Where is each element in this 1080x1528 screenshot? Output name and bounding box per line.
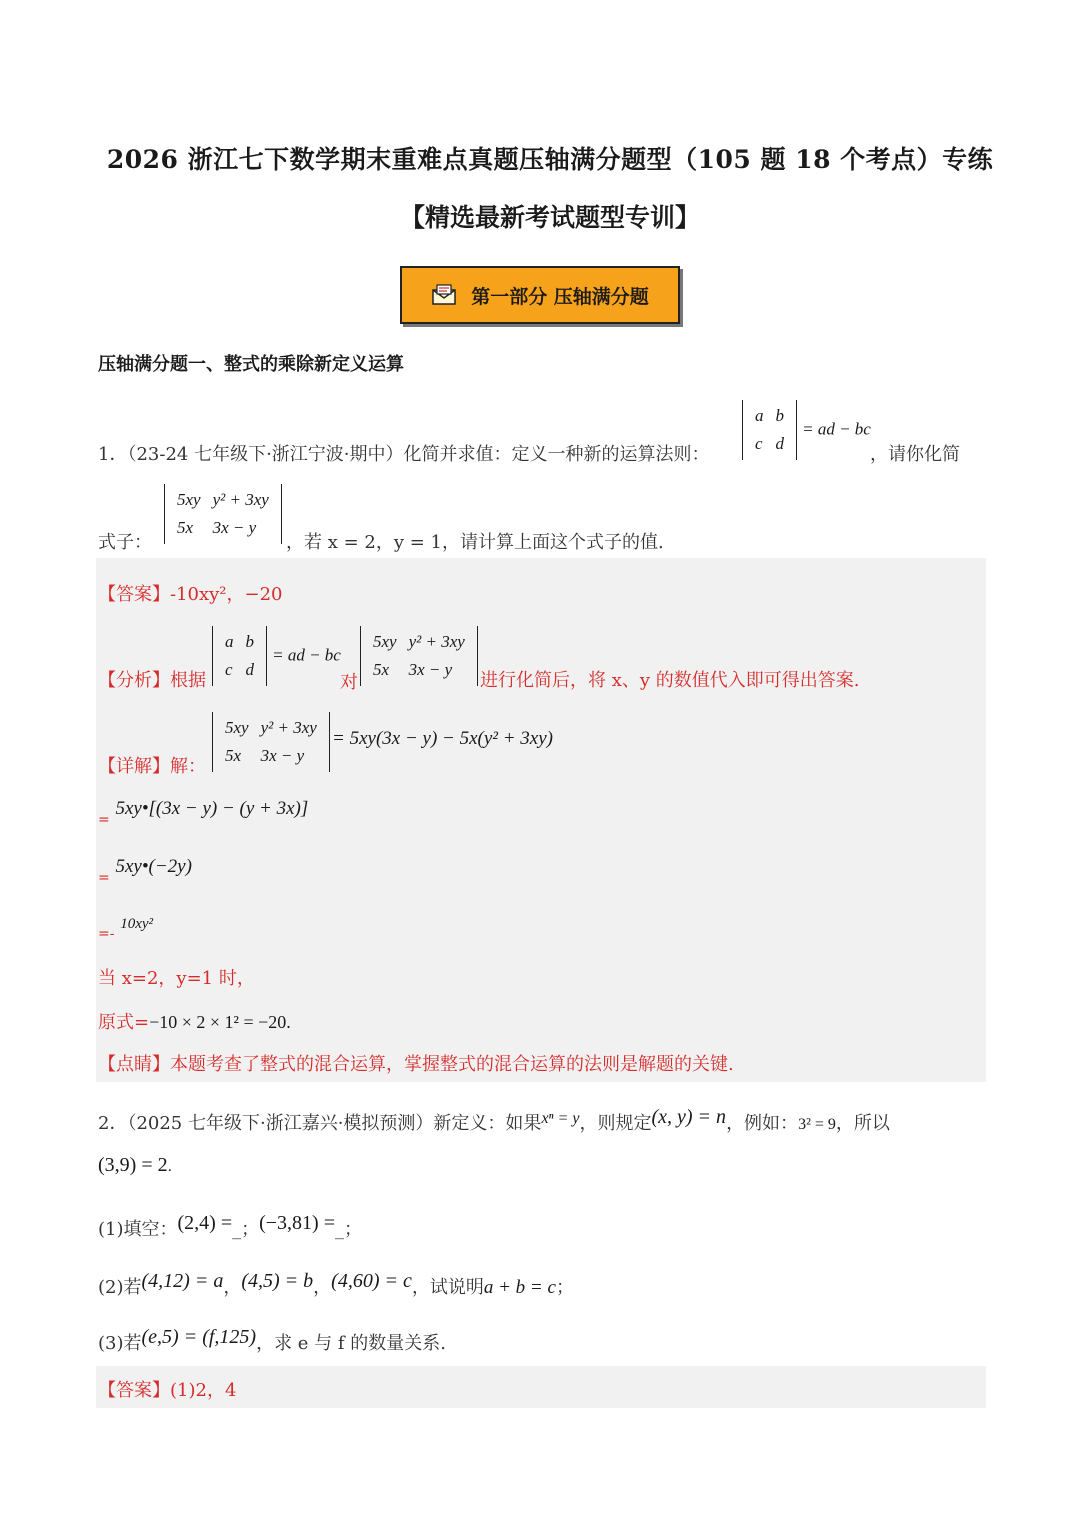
answer-tag: 【答案】	[98, 1380, 170, 1401]
det-b: b	[775, 406, 784, 425]
q2-part-3	[98, 1326, 446, 1355]
step-1	[98, 798, 308, 828]
det-a: 5xy	[177, 490, 201, 509]
orig-value: −10 × 2 × 1² = −20	[149, 1012, 287, 1032]
det-d: 3x − y	[408, 660, 453, 679]
p2-label: (2)若	[98, 1277, 142, 1298]
det-d: 3x − y	[212, 518, 257, 537]
section-banner	[400, 266, 680, 324]
step-3	[98, 912, 153, 942]
equals-sign: =	[98, 926, 110, 942]
p2-expr: a + b = c	[483, 1277, 556, 1298]
q1-condition: ，若 x = 2，y = 1，请计算上面这个式子的值.	[286, 532, 664, 553]
p2-expr-a: (4,12) = a	[141, 1270, 224, 1292]
step-3-expr: 10xy²	[120, 916, 154, 932]
q2-expr-2: (x, y) = n	[651, 1106, 727, 1128]
det-d: d	[245, 660, 254, 679]
when-line: 当 x=2，y=1 时，	[98, 968, 255, 989]
q2-intro-d: ，所以	[835, 1113, 890, 1134]
p2-expr-b: (4,5) = b	[241, 1270, 314, 1292]
answer-tag: 【答案】	[98, 584, 170, 605]
q1-mid: ，请你化简	[870, 444, 960, 465]
envelope-icon	[431, 284, 457, 306]
orig-label: 原式=	[98, 1012, 150, 1033]
p3-label: (3)若	[98, 1333, 142, 1354]
p1-expr-b: (−3,81) =	[259, 1212, 335, 1234]
det-d: 3x − y	[260, 746, 305, 765]
analysis-rule-det	[212, 626, 341, 686]
p2-end: 试说明	[429, 1277, 484, 1298]
analysis-end: 进行化简后，将 x、y 的数值代入即可得出答案.	[480, 670, 860, 691]
p1-expr-a: (2,4) =	[177, 1212, 233, 1234]
original-line	[98, 1008, 291, 1034]
det-c: 5x	[225, 746, 242, 765]
blank: _	[335, 1219, 344, 1240]
p2-expr-c: (4,60) = c	[331, 1270, 412, 1292]
q2-part-1	[98, 1212, 362, 1241]
separator: ；	[344, 1219, 362, 1240]
rule-rhs: = ad − bc	[802, 419, 871, 439]
det-b: y² + 3xy	[408, 632, 465, 651]
q2-part-2: (2)若(4,12) = a，(4,5) = b，(4,60) = c，试说明a + b = c；	[98, 1270, 574, 1298]
page-subtitle: 【精选最新考试题型专训】	[399, 203, 700, 232]
det-c: c	[225, 660, 233, 679]
q1-expr-label: 式子：	[98, 532, 152, 553]
det-a: 5xy	[373, 632, 397, 651]
q2-intro-b: ，则规定	[579, 1113, 652, 1134]
det-b: y² + 3xy	[260, 718, 317, 737]
analysis-tag: 【分析】根据	[98, 670, 206, 691]
q2-expr-1: xⁿ = y	[541, 1110, 580, 1127]
detail-tag: 【详解】解：	[98, 756, 206, 777]
detail-expr-det	[212, 712, 330, 772]
detail-rhs: = 5xy(3x − y) − 5x(y² + 3xy)	[332, 728, 554, 749]
rule-rhs: = ad − bc	[272, 645, 341, 665]
separator: ；	[241, 1219, 260, 1240]
analysis-mid: 对	[340, 672, 358, 693]
banner-label: 第一部分 压轴满分题	[471, 285, 649, 308]
q2-expr-3: 3² = 9	[798, 1116, 836, 1133]
orig-end: .	[286, 1012, 291, 1032]
analysis-expr-det	[360, 626, 478, 686]
q2-intro-line2	[98, 1154, 172, 1177]
equals-sign: =	[98, 870, 110, 886]
det-c: 5x	[373, 660, 390, 679]
separator: ；	[555, 1277, 574, 1298]
p1-label: (1)填空：	[98, 1219, 178, 1240]
q2-intro-c: ，例如：	[726, 1113, 799, 1134]
step-2	[98, 856, 192, 886]
comment-line: 【点睛】本题考查了整式的混合运算，掌握整式的混合运算的法则是解题的关键.	[98, 1054, 734, 1075]
q1-expr-det	[164, 484, 282, 544]
det-b: y² + 3xy	[212, 490, 269, 509]
q1-rule-det	[742, 400, 871, 460]
det-a: a	[225, 632, 234, 651]
q2-intro	[98, 1106, 890, 1135]
det-a: 5xy	[225, 718, 249, 737]
page-title: 2026 浙江七下数学期末重难点真题压轴满分题型（105 题 18 个考点）专练	[106, 145, 994, 174]
section-heading: 压轴满分题一、整式的乘除新定义运算	[98, 354, 404, 375]
minus-sign: -	[109, 926, 115, 942]
q2-intro-a: 2．（2025 七年级下·浙江嘉兴·模拟预测）新定义：如果	[98, 1113, 542, 1134]
step-1-expr: 5xy•[(3x − y) − (y + 3x)]	[115, 798, 309, 819]
p3-end: ，求 e 与 f 的数量关系.	[256, 1333, 447, 1354]
q1-prefix: 1．（23-24 七年级下·浙江宁波·期中）化简并求值：定义一种新的运算法则：	[98, 444, 710, 465]
answer-value: (1)2，4	[170, 1380, 237, 1401]
det-a: a	[755, 406, 764, 425]
answer-value: -10xy²，−20	[170, 584, 283, 605]
equals-sign: =	[98, 812, 110, 828]
det-d: d	[775, 434, 784, 453]
p3-expr: (e,5) = (f,125)	[141, 1326, 257, 1348]
blank: _	[232, 1219, 242, 1240]
det-c: 5x	[177, 518, 194, 537]
answer-line	[98, 580, 283, 606]
det-c: c	[755, 434, 763, 453]
q2-example-end: .	[167, 1159, 173, 1175]
q2-example: (3,9) = 2	[98, 1154, 168, 1176]
step-2-expr: 5xy•(−2y)	[115, 856, 192, 877]
det-b: b	[245, 632, 254, 651]
q2-answer	[98, 1376, 236, 1402]
